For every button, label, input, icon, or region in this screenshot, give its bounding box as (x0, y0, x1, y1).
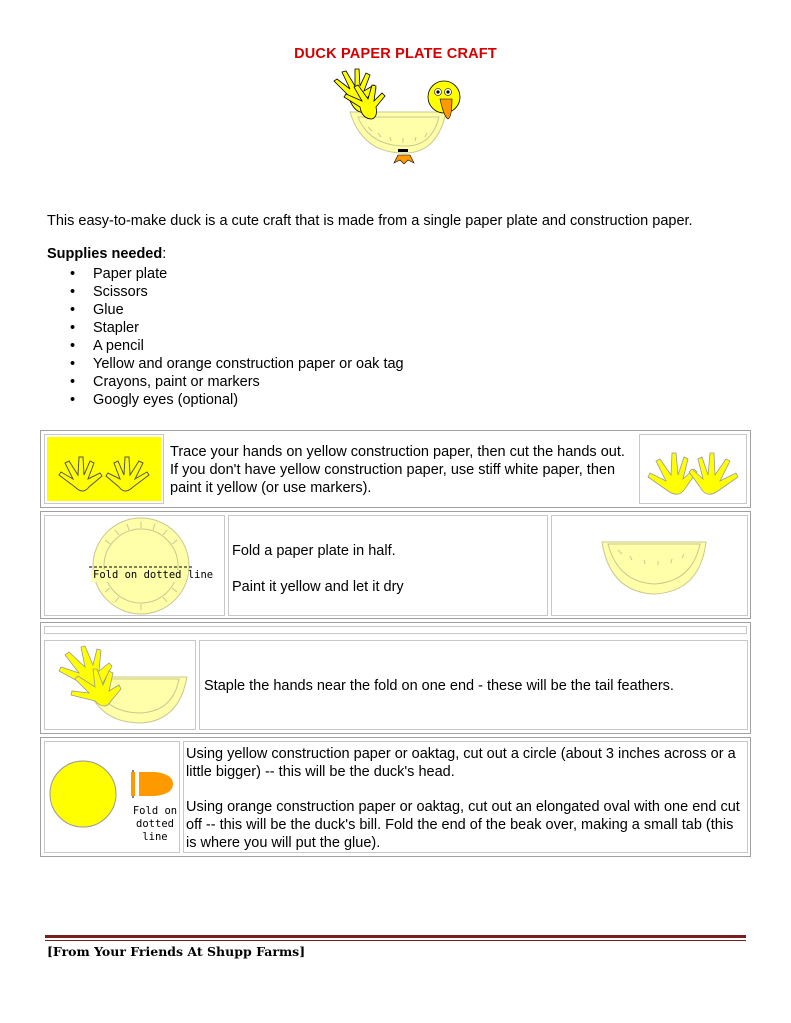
fold-line-label: Fold on dotted line (93, 569, 214, 581)
page-title: DUCK PAPER PLATE CRAFT (294, 46, 497, 62)
list-item: • Glue (70, 301, 404, 319)
step-2-image-cell (44, 515, 225, 616)
list-item: • Crayons, paint or markers (70, 373, 404, 391)
cut-hands-image (640, 435, 746, 503)
step-3-image-cell (44, 640, 196, 730)
step-3-table (40, 622, 751, 734)
step-4-head-text: Using yellow construction paper or oaktag, cut out a circle (about 3 inches across or a little bigger) -- this will be the duck's head. (186, 746, 736, 780)
supplies-heading-label: Supplies needed (47, 246, 163, 262)
duck-illustration (328, 67, 468, 167)
list-item: • Yellow and orange construction paper or oak tag (70, 355, 404, 373)
step-2-text (228, 515, 548, 616)
list-item: • Googly eyes (optional) (70, 391, 404, 409)
traced-hands-image (45, 435, 163, 503)
step-1-table (40, 430, 751, 508)
folded-plate-image (552, 516, 747, 615)
step-4-table (40, 737, 751, 857)
step-4-bill-text: Using orange construction paper or oaktag, cut out an elongated oval with one end cut off -- this will be the duck's bill. Fold the end of the beak over, making a small tab (this is where you will put the glue). (186, 799, 740, 851)
footer-rule (45, 935, 746, 938)
bill-fold-label (125, 805, 185, 844)
step-1-image-cell (44, 434, 164, 504)
list-item: • Scissors (70, 283, 404, 301)
bill-fold-label-line1: Fold on (132, 805, 178, 817)
step-2-result-cell (551, 515, 748, 616)
footer-text: [From Your Friends At Shupp Farms] (47, 944, 306, 959)
footer-rule-thin (45, 940, 746, 941)
step-2-paint-text: Paint it yellow and let it dry (232, 579, 404, 595)
intro-text: This easy-to-make duck is a cute craft that is made from a single paper plate and construction paper. (47, 213, 693, 229)
supplies-heading-colon: : (162, 246, 167, 262)
step-3-text: Staple the hands near the fold on one end - these will be the tail feathers. (199, 640, 748, 730)
step-1-text: Trace your hands on yellow construction paper, then cut the hands out. If you don't have yellow construction paper, use stiff white paper, then paint it yellow (or use markers). (170, 444, 625, 496)
bill-fold-label-line2: dotted line (136, 818, 174, 843)
supplies-list (70, 265, 404, 409)
step-2-table (40, 511, 751, 619)
supplies-heading (47, 246, 166, 262)
paper-plate-image (45, 516, 224, 615)
step-1-result-cell (639, 434, 747, 504)
list-item: • Paper plate (70, 265, 404, 283)
step-3-spacer-cell (44, 626, 747, 634)
step-4-text (183, 741, 748, 853)
list-item: • A pencil (70, 337, 404, 355)
step-4-image-cell (44, 741, 180, 853)
list-item: • Stapler (70, 319, 404, 337)
step-2-fold-text: Fold a paper plate in half. (232, 543, 396, 559)
plate-with-tail-image (45, 641, 195, 729)
